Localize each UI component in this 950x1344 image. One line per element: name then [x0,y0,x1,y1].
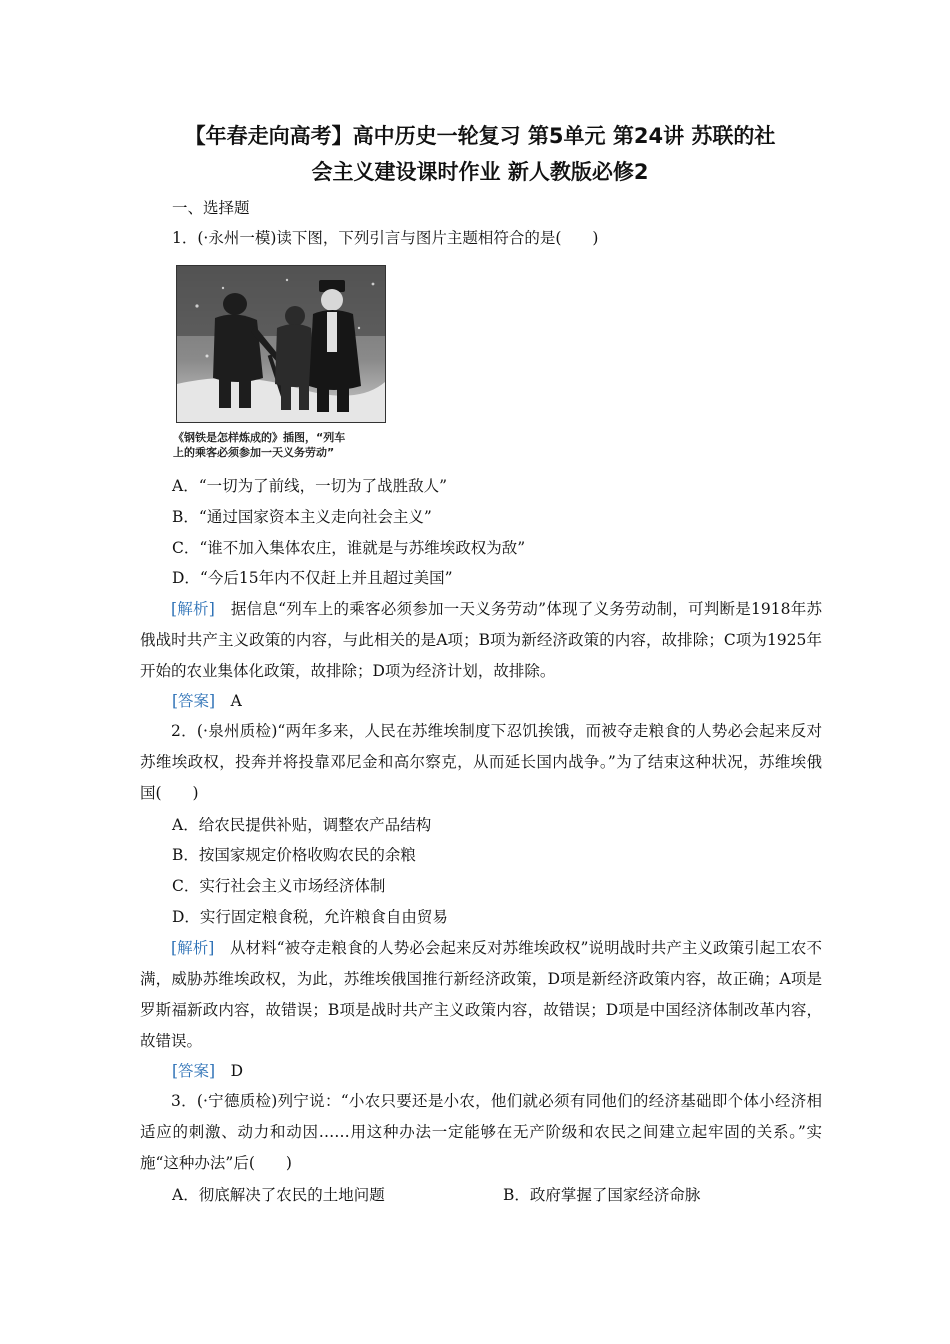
analysis-tag: [解析] [171,939,215,957]
question-3-option-b: B．政府掌握了国家经济命脉 [503,1186,701,1204]
section-heading: 一、选择题 [172,199,250,217]
answer-text: A [215,692,242,710]
analysis-text: 从材料“被夺走粮食的人势必会起来反对苏维埃政权”说明战时共产主义政策引起工农不满，威胁苏维埃政权，为此，苏维埃俄国推行新经济政策，D项是新经济政策内容，故正确；A项是罗斯福新政内容，故错误；B项是战时共产主义政策内容，故错误；D项是中国经济体制改革内容，故错误。 [140,939,822,1050]
title-line-2: 会主义建设课时作业 新人教版必修2 [311,160,649,184]
answer-tag: [答案] [172,692,216,710]
title-line-1: 【年春走向高考】高中历史一轮复习 第5单元 第24讲 苏联的社 [184,124,776,148]
document-title [140,118,820,190]
question-1-option-b: B．“通过国家资本主义走向社会主义” [172,508,432,526]
analysis-text: 据信息“列车上的乘客必须参加一天义务劳动”体现了义务劳动制，可判断是1918年苏俄战时共产主义政策的内容，与此相关的是A项；B项为新经济政策的内容，故排除；C项为1925年开始的农业集体化政策，故排除；D项为经济计划，故排除。 [140,600,822,680]
analysis-tag: [解析] [171,600,215,618]
question-2-option-a: A．给农民提供补贴，调整农产品结构 [172,816,432,834]
caption-line-1: 《钢铁是怎样炼成的》插图，“列车 [173,431,346,444]
question-2-option-d: D．实行固定粮食税，允许粮食自由贸易 [172,908,448,926]
question-3-stem: 3．(·宁德质检)列宁说：“小农只要还是小农，他们就必须有同他们的经济基础即个体小经济相适应的刺激、动力和动因……用这种办法一定能够在无产阶级和农民之间建立起牢固的关系。”实施“这种办法”后( ) [140,1092,822,1172]
question-2-stem: 2．(·泉州质检)“两年多来，人民在苏维埃制度下忍饥挨饿，而被夺走粮食的人势必会起来反对苏维埃政权，投奔并将投靠邓尼金和高尔察克，从而延长国内战争。”为了结束这种状况，苏维埃俄国( ) [140,722,822,802]
question-1-answer [172,691,242,711]
answer-tag: [答案] [172,1062,216,1080]
question-2-answer [172,1061,243,1081]
question-2-option-c: C．实行社会主义市场经济体制 [172,877,386,895]
answer-text: D [215,1062,244,1080]
question-1-option-c: C．“谁不加入集体农庄，谁就是与苏维埃政权为敌” [172,539,526,557]
question-1-stem: 1．(·永州一模)读下图，下列引言与图片主题相符合的是( ) [172,229,599,247]
question-2-option-b: B．按国家规定价格收购农民的余粮 [172,846,416,864]
caption-line-2: 上的乘客必须参加一天义务劳动” [173,446,335,459]
question-1-analysis [140,594,822,687]
illustration-image [177,266,385,422]
question-1-illustration [176,265,386,423]
illustration-caption [173,430,393,460]
question-1-option-a: A．“一切为了前线，一切为了战胜敌人” [172,477,448,495]
question-3-option-a: A．彻底解决了农民的土地问题 [172,1186,385,1204]
question-1-option-d: D．“今后15年内不仅赶上并且超过美国” [172,569,453,587]
question-2-analysis [140,933,822,1057]
